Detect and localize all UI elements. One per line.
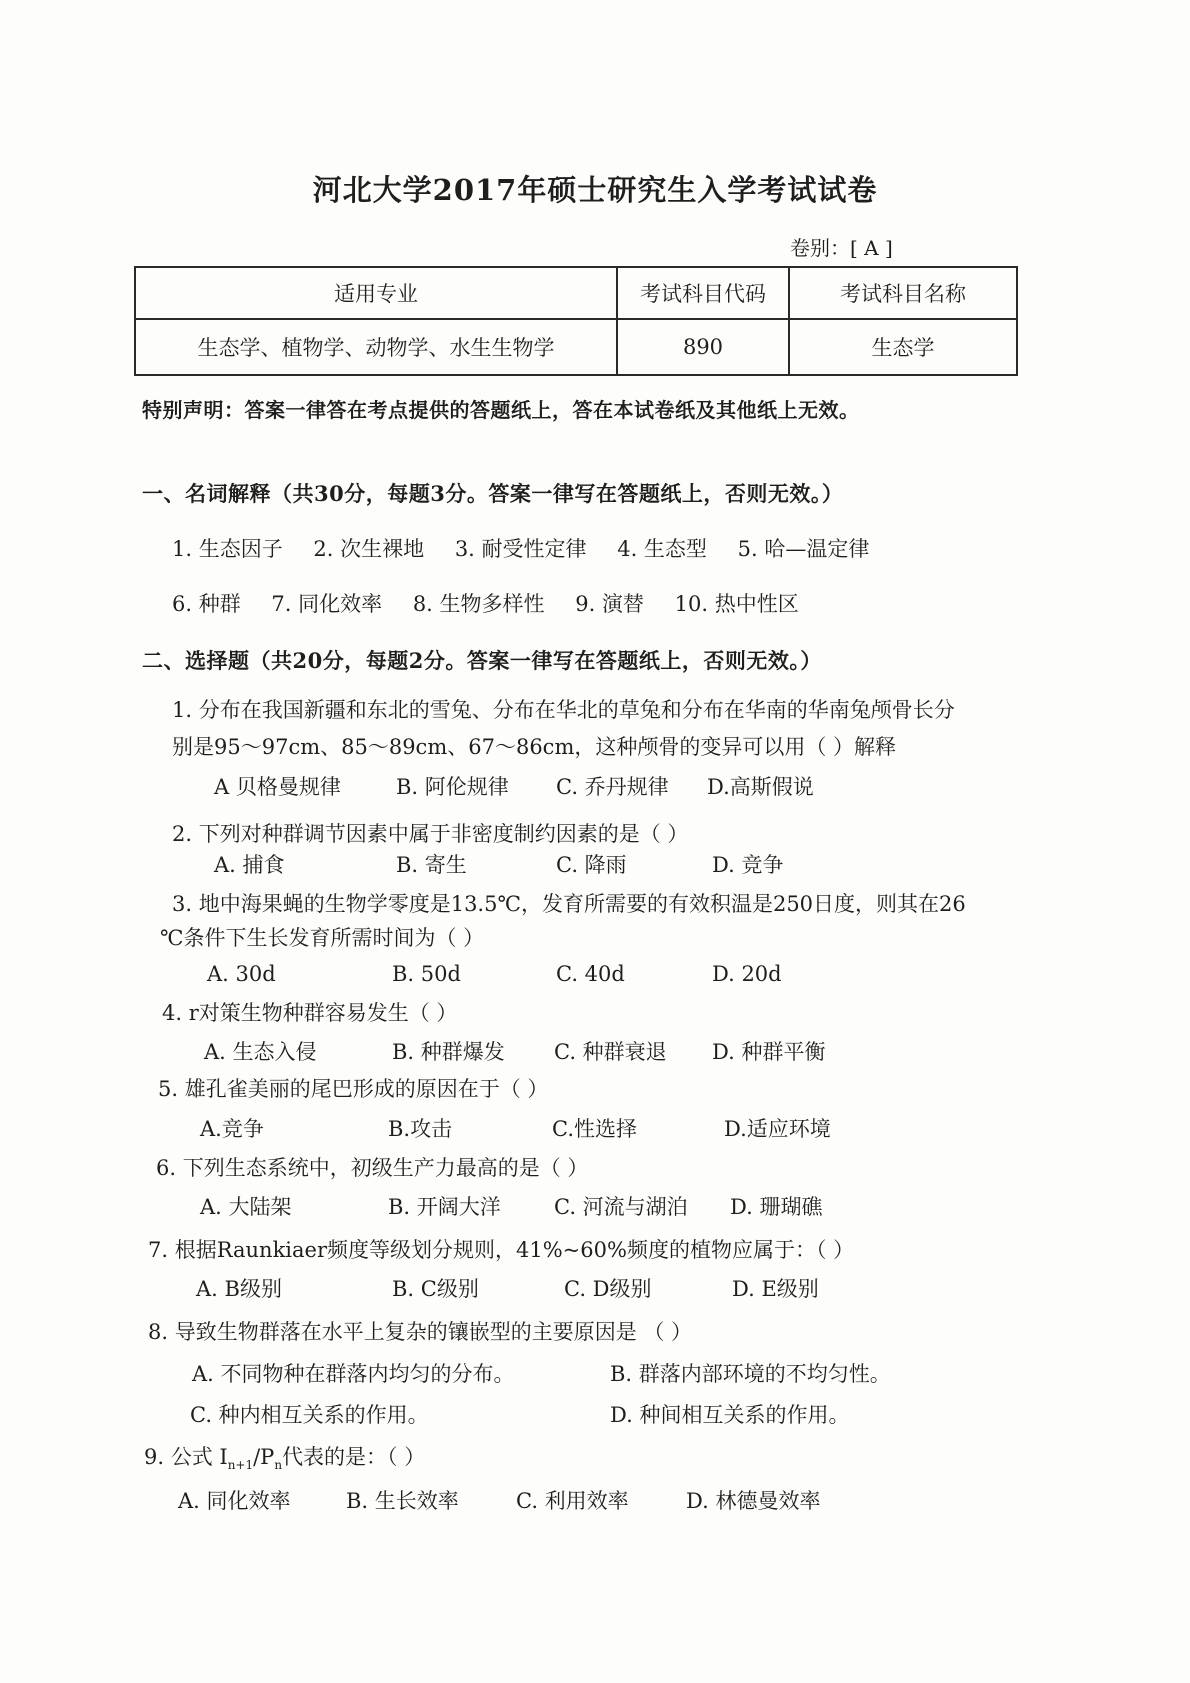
option: D. 珊瑚礁 bbox=[730, 1195, 823, 1219]
term: 8. 生物多样性 bbox=[412, 592, 545, 616]
option: D.高斯假说 bbox=[707, 775, 814, 799]
option: D.适应环境 bbox=[724, 1117, 831, 1141]
option: A. 同化效率 bbox=[178, 1489, 291, 1513]
paper-type: 卷别：[ A ] bbox=[790, 236, 893, 260]
q9-sub-2: n bbox=[274, 1458, 283, 1473]
cell-major: 生态学、植物学、动物学、水生生物学 bbox=[135, 319, 617, 375]
term: 6. 种群 bbox=[172, 592, 241, 616]
exam-title: 河北大学2017年硕士研究生入学考试试卷 bbox=[312, 173, 878, 207]
term: 5. 哈—温定律 bbox=[737, 537, 870, 561]
option: A. 生态入侵 bbox=[204, 1040, 317, 1064]
option: A. 捕食 bbox=[214, 853, 285, 877]
q9-stem bbox=[144, 1441, 425, 1472]
q9-stem-prefix: 9. 公式 I bbox=[144, 1445, 228, 1469]
q6-stem: 6. 下列生态系统中，初级生产力最高的是（ ） bbox=[156, 1156, 589, 1180]
term: 9. 演替 bbox=[575, 592, 644, 616]
q1-stem-line2: 别是95～97cm、85～89cm、67～86cm，这种颅骨的变异可以用（ ）解释 bbox=[172, 735, 897, 759]
term: 10. 热中性区 bbox=[674, 592, 799, 616]
option: B. 阿伦规律 bbox=[396, 775, 509, 799]
q1-stem-line1: 1. 分布在我国新疆和东北的雪兔、分布在华北的草兔和分布在华南的华南兔颅骨长分 bbox=[172, 698, 955, 722]
q9-stem-mid: /P bbox=[253, 1445, 275, 1469]
option: D. 种间相互关系的作用。 bbox=[610, 1403, 850, 1427]
option: A. B级别 bbox=[196, 1277, 282, 1301]
option: C. 种群衰退 bbox=[554, 1040, 667, 1064]
option: C. 降雨 bbox=[556, 853, 627, 877]
option: D. 竞争 bbox=[712, 853, 784, 877]
q9-sub-1: n+1 bbox=[227, 1458, 254, 1473]
q3-stem-line1: 3. 地中海果蝇的生物学零度是13.5℃，发育所需要的有效积温是250日度，则其在26 bbox=[172, 892, 966, 916]
option: A. 大陆架 bbox=[200, 1195, 292, 1219]
option: B. 开阔大洋 bbox=[388, 1195, 501, 1219]
option: C. D级别 bbox=[564, 1277, 652, 1301]
option: B. 寄生 bbox=[396, 853, 467, 877]
term: 4. 生态型 bbox=[617, 537, 707, 561]
option: D. 林德曼效率 bbox=[686, 1489, 821, 1513]
option: A 贝格曼规律 bbox=[214, 775, 341, 799]
terms-row-2 bbox=[172, 588, 823, 618]
special-notice: 特别声明：答案一律答在考点提供的答题纸上，答在本试卷纸及其他纸上无效。 bbox=[142, 398, 860, 422]
cell-subject: 生态学 bbox=[789, 319, 1017, 375]
term: 7. 同化效率 bbox=[271, 592, 383, 616]
q3-stem-line2: ℃条件下生长发育所需时间为（ ） bbox=[160, 926, 485, 950]
info-table bbox=[134, 266, 1018, 376]
option: D. 种群平衡 bbox=[712, 1040, 826, 1064]
q5-stem: 5. 雄孔雀美丽的尾巴形成的原因在于（ ） bbox=[158, 1077, 549, 1101]
option: A. 30d bbox=[207, 962, 276, 986]
q4-stem: 4. r对策生物种群容易发生（ ） bbox=[162, 1001, 458, 1025]
option: B. 生长效率 bbox=[346, 1489, 459, 1513]
q2-stem: 2. 下列对种群调节因素中属于非密度制约因素的是（ ） bbox=[172, 822, 689, 846]
section1-heading: 一、名词解释（共30分，每题3分。答案一律写在答题纸上，否则无效。） bbox=[142, 481, 844, 506]
q7-stem: 7. 根据Raunkiaer频度等级划分规则，41%~60%频度的植物应属于：（ ） bbox=[148, 1238, 855, 1262]
term: 3. 耐受性定律 bbox=[454, 537, 587, 561]
terms-row-1 bbox=[172, 533, 893, 563]
q9-stem-suffix: 代表的是：（ ） bbox=[282, 1445, 426, 1469]
option: B.攻击 bbox=[388, 1117, 453, 1141]
header-major: 适用专业 bbox=[135, 267, 617, 319]
option: C. 乔丹规律 bbox=[556, 775, 669, 799]
option: B. 群落内部环境的不均匀性。 bbox=[610, 1362, 891, 1386]
cell-code: 890 bbox=[617, 319, 789, 375]
option: B. 50d bbox=[392, 962, 461, 986]
option: C. 河流与湖泊 bbox=[554, 1195, 688, 1219]
option: C. 利用效率 bbox=[516, 1489, 629, 1513]
option: C. 种内相互关系的作用。 bbox=[190, 1403, 429, 1427]
q8-stem: 8. 导致生物群落在水平上复杂的镶嵌型的主要原因是 （ ） bbox=[148, 1320, 693, 1344]
term: 1. 生态因子 bbox=[172, 537, 283, 561]
option: A.竞争 bbox=[200, 1117, 264, 1141]
header-code: 考试科目代码 bbox=[617, 267, 789, 319]
option: A. 不同物种在群落内均匀的分布。 bbox=[192, 1362, 515, 1386]
section2-heading: 二、选择题（共20分，每题2分。答案一律写在答题纸上，否则无效。） bbox=[142, 648, 822, 673]
option: D. E级别 bbox=[732, 1277, 819, 1301]
option: D. 20d bbox=[712, 962, 782, 986]
term: 2. 次生裸地 bbox=[313, 537, 425, 561]
header-subject: 考试科目名称 bbox=[789, 267, 1017, 319]
option: C. 40d bbox=[556, 962, 625, 986]
option: B. C级别 bbox=[392, 1277, 479, 1301]
option: B. 种群爆发 bbox=[392, 1040, 505, 1064]
option: C.性选择 bbox=[552, 1117, 637, 1141]
